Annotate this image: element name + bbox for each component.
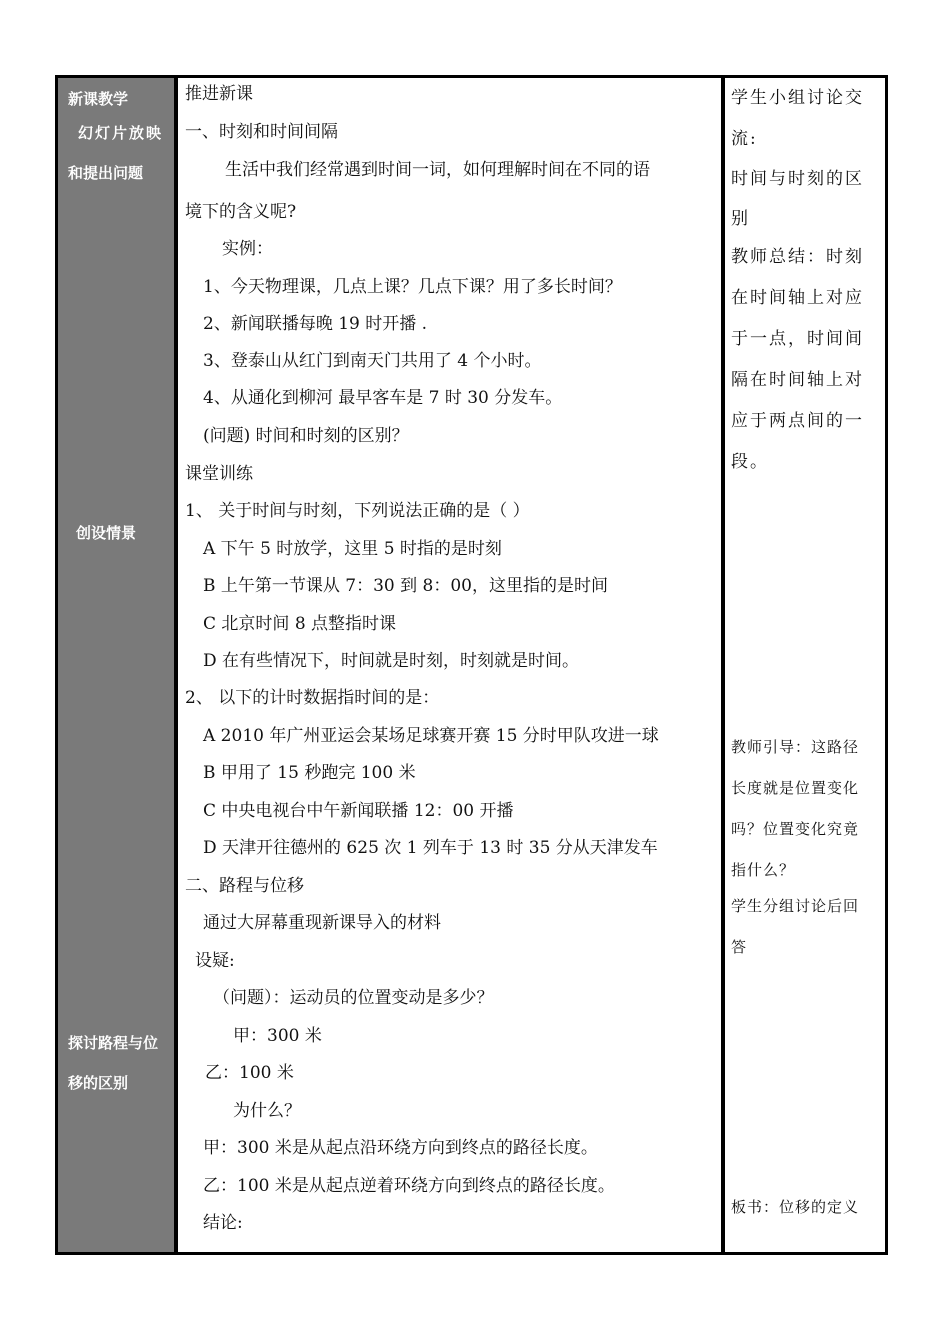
note-line: 段。 xyxy=(731,452,769,472)
content-line: D 在有些情况下，时间就是时刻，时刻就是时间。 xyxy=(203,651,580,671)
content-line: 为什么？ xyxy=(233,1101,301,1121)
content-line: C 中央电视台中午新闻联播 12：00 开播 xyxy=(203,801,514,821)
content-line: 2、新闻联播每晚 19 时开播 . xyxy=(203,314,428,334)
note-line: 学生分组讨论后回 xyxy=(731,897,860,915)
section-column xyxy=(58,78,174,1252)
content-line: (问题) 时间和时刻的区别？ xyxy=(203,426,409,446)
content-line: B 甲用了 15 秒跑完 100 米 xyxy=(203,763,416,783)
note-line: 指什么？ xyxy=(731,861,796,879)
content-line: 甲：300 米 xyxy=(233,1026,322,1046)
note-line: 答 xyxy=(731,938,748,956)
content-line: 通过大屏幕重现新课导入的材料 xyxy=(203,913,441,933)
note-line: 吗？位置变化究竟 xyxy=(731,820,860,838)
lesson-table xyxy=(55,75,888,1255)
note-line: 流: xyxy=(731,129,758,149)
section-label: 幻灯片放映 xyxy=(78,124,164,142)
content-line: 乙：100 米是从起点逆着环绕方向到终点的路径长度。 xyxy=(203,1176,615,1196)
content-line: 课堂训练 xyxy=(185,464,253,484)
note-line: 教师总结：时刻 xyxy=(731,247,864,267)
content-line: 设疑: xyxy=(195,951,235,971)
content-line: A 下午 5 时放学，这里 5 时指的是时刻 xyxy=(203,539,502,559)
note-line: 隔在时间轴上对 xyxy=(731,370,864,390)
content-line: 生活中我们经常遇到时间一词，如何理解时间在不同的语 xyxy=(225,160,650,180)
content-line: D 天津开往德州的 625 次 1 列车于 13 时 35 分从天津发车 xyxy=(203,838,658,858)
content-line: 乙：100 米 xyxy=(205,1063,294,1083)
note-line: 在时间轴上对应 xyxy=(731,288,864,308)
note-line: 别 xyxy=(731,209,750,229)
note-line: 长度就是位置变化 xyxy=(731,779,860,797)
section-label: 创设情景 xyxy=(76,524,137,542)
note-line: 学生小组讨论交 xyxy=(731,88,864,108)
content-line: 甲：300 米是从起点沿环绕方向到终点的路径长度。 xyxy=(203,1138,598,1158)
content-line: （问题）：运动员的位置变动是多少？ xyxy=(213,988,494,1008)
content-line: 二、路程与位移 xyxy=(185,876,304,896)
section-label: 新课教学 xyxy=(68,90,129,108)
note-line: 于一点，时间间 xyxy=(731,329,864,349)
note-line: 时间与时刻的区 xyxy=(731,169,864,189)
content-line: 2、 以下的计时数据指时间的是： xyxy=(185,688,440,708)
note-line: 板书：位移的定义 xyxy=(731,1198,860,1216)
content-line: 1、 关于时间与时刻，下列说法正确的是（ ） xyxy=(185,501,530,521)
content-line: C 北京时间 8 点整指时课 xyxy=(203,614,397,634)
content-line: 结论: xyxy=(203,1213,243,1233)
content-line: 实例： xyxy=(222,239,273,259)
content-line: 3、登泰山从红门到南天门共用了 4 个小时。 xyxy=(203,351,542,371)
notes-column xyxy=(725,78,885,1252)
content-line: B 上午第一节课从 7：30 到 8：00，这里指的是时间 xyxy=(203,576,609,596)
content-line: 境下的含义呢? xyxy=(185,202,297,222)
note-line: 教师引导：这路径 xyxy=(731,738,860,756)
content-line: 一、时刻和时间间隔 xyxy=(185,122,338,142)
content-column xyxy=(178,78,721,1252)
content-line: 4、从通化到柳河 最早客车是 7 时 30 分发车。 xyxy=(203,388,563,408)
section-label: 移的区别 xyxy=(68,1074,129,1092)
content-line: A 2010 年广州亚运会某场足球赛开赛 15 分时甲队攻进一球 xyxy=(203,726,659,746)
section-label: 和提出问题 xyxy=(68,164,144,182)
content-line: 推进新课 xyxy=(185,84,253,104)
content-line: 1、今天物理课，几点上课？几点下课？用了多长时间？ xyxy=(203,277,622,297)
note-line: 应于两点间的一 xyxy=(731,411,864,431)
section-label: 探讨路程与位 xyxy=(68,1034,159,1052)
